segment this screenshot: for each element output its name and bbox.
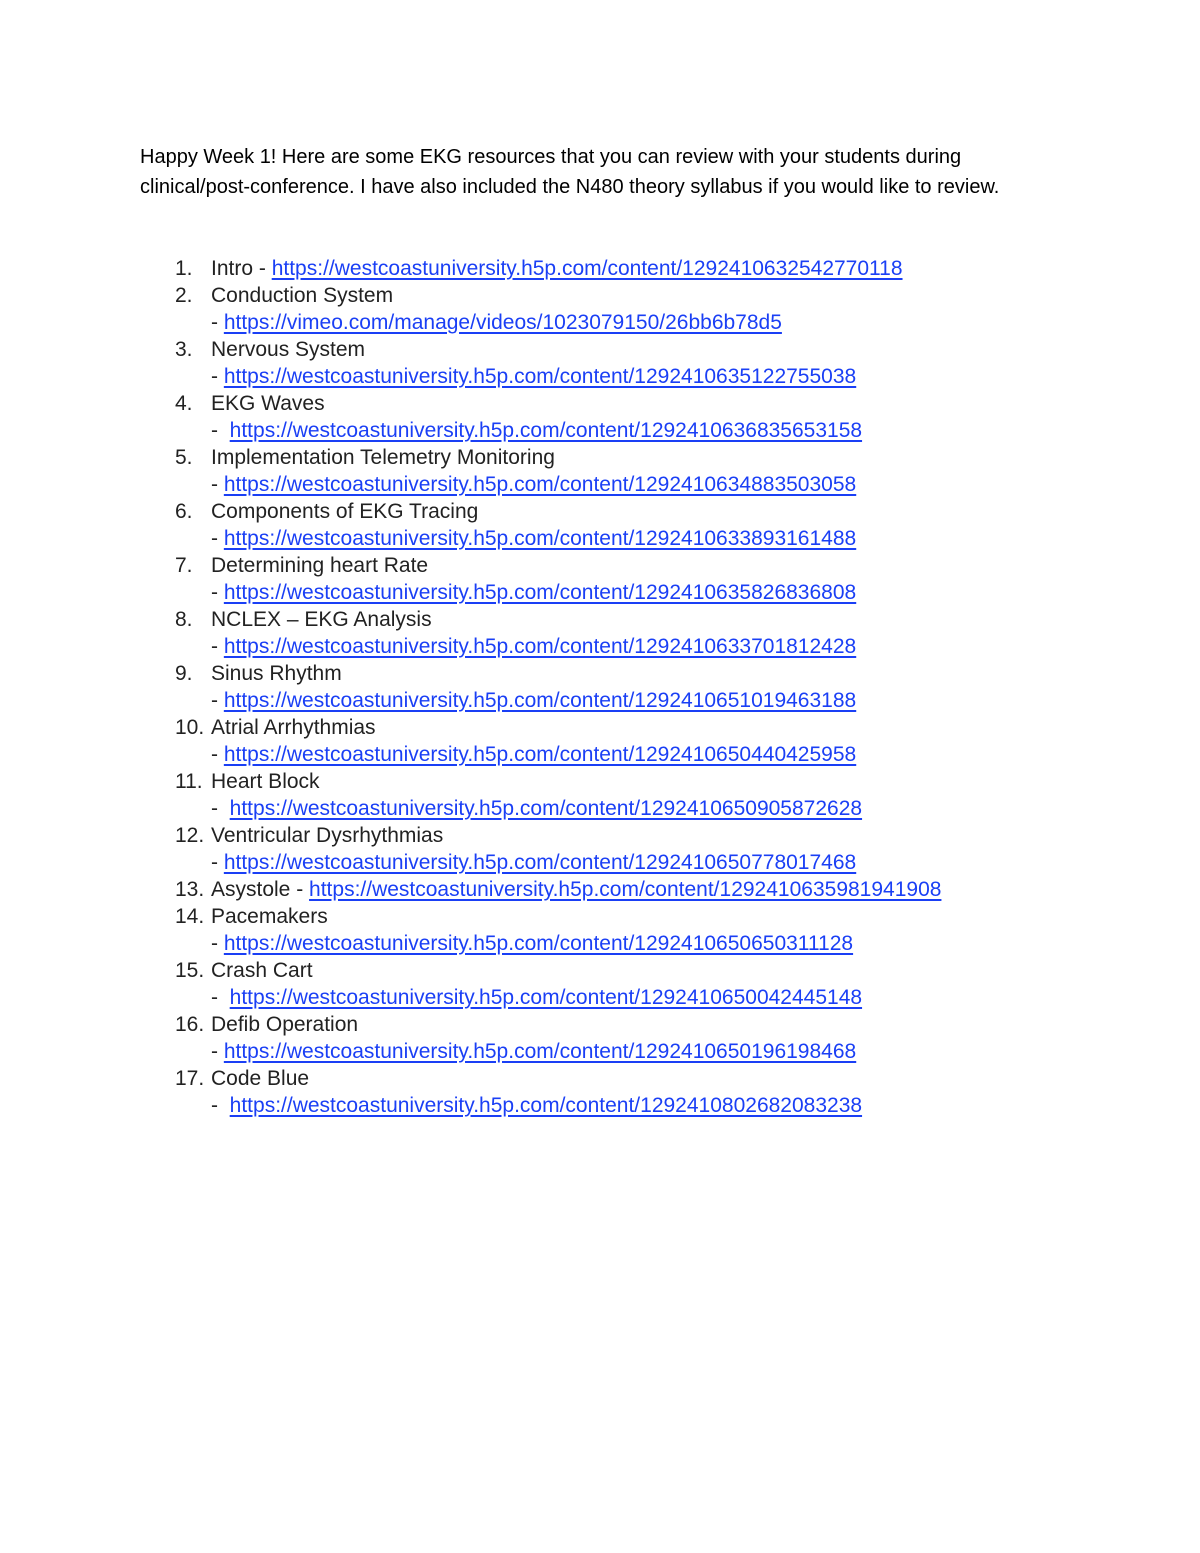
item-separator: - bbox=[211, 1040, 224, 1063]
list-number: 1. bbox=[175, 257, 193, 280]
item-separator: - bbox=[211, 743, 224, 766]
intro-paragraph: Happy Week 1! Here are some EKG resources that you can review with your students during clinical/post-conference. I have also included the N480 theory syllabus if you would like to review. bbox=[140, 146, 1000, 198]
list-item bbox=[140, 768, 1100, 822]
item-separator: - bbox=[211, 1094, 230, 1117]
item-title-line bbox=[211, 606, 1100, 633]
item-separator: - bbox=[211, 527, 224, 550]
list-number: 10. bbox=[175, 716, 205, 739]
resource-link[interactable]: https://westcoastuniversity.h5p.com/content/1292410650905872628 bbox=[229, 797, 863, 820]
item-title: Code Blue bbox=[211, 1067, 310, 1090]
resource-link[interactable]: https://vimeo.com/manage/videos/1023079150/26bb6b78d5 bbox=[223, 311, 782, 334]
item-title-line bbox=[211, 822, 1100, 849]
item-title-line bbox=[211, 768, 1100, 795]
item-title: Intro bbox=[211, 257, 254, 280]
item-title: NCLEX – EKG Analysis bbox=[211, 608, 432, 631]
list-number: 9. bbox=[175, 662, 193, 685]
item-title: Nervous System bbox=[211, 338, 366, 361]
item-separator: - bbox=[211, 851, 224, 874]
resource-link[interactable]: https://westcoastuniversity.h5p.com/content/1292410650042445148 bbox=[229, 986, 863, 1009]
item-link-line bbox=[211, 417, 1100, 444]
item-separator: - bbox=[211, 689, 224, 712]
list-number: 2. bbox=[175, 284, 193, 307]
item-title: Heart Block bbox=[211, 770, 320, 793]
item-title: Determining heart Rate bbox=[211, 554, 429, 577]
item-separator: - bbox=[211, 419, 230, 442]
item-title-line bbox=[211, 255, 1100, 282]
item-separator: - bbox=[253, 257, 272, 280]
item-title: Ventricular Dysrhythmias bbox=[211, 824, 444, 847]
item-link-line bbox=[211, 579, 1100, 606]
item-link-line bbox=[211, 984, 1100, 1011]
list-number: 7. bbox=[175, 554, 193, 577]
list-number: 15. bbox=[175, 959, 205, 982]
item-separator: - bbox=[211, 365, 224, 388]
resource-link[interactable]: https://westcoastuniversity.h5p.com/content/1292410802682083238 bbox=[229, 1094, 863, 1117]
item-separator: - bbox=[211, 473, 224, 496]
item-title: Pacemakers bbox=[211, 905, 328, 928]
item-title: Implementation Telemetry Monitoring bbox=[211, 446, 555, 469]
resource-link[interactable]: https://westcoastuniversity.h5p.com/content/1292410632542770118 bbox=[271, 257, 903, 280]
list-item bbox=[140, 336, 1100, 390]
list-item bbox=[140, 903, 1100, 957]
item-title-line bbox=[211, 552, 1100, 579]
item-title: Asystole bbox=[211, 878, 291, 901]
item-link-line bbox=[211, 309, 1100, 336]
item-link-line bbox=[211, 525, 1100, 552]
list-item bbox=[140, 1065, 1100, 1119]
resource-link[interactable]: https://westcoastuniversity.h5p.com/content/1292410633893161488 bbox=[223, 527, 857, 550]
list-item bbox=[140, 957, 1100, 1011]
list-number: 4. bbox=[175, 392, 193, 415]
item-title-line bbox=[211, 444, 1100, 471]
list-item bbox=[140, 660, 1100, 714]
list-item bbox=[140, 1011, 1100, 1065]
list-number: 5. bbox=[175, 446, 193, 469]
item-separator: - bbox=[211, 581, 224, 604]
item-title-line bbox=[211, 660, 1100, 687]
item-separator: - bbox=[211, 311, 224, 334]
item-link-line bbox=[211, 849, 1100, 876]
resource-link[interactable]: https://westcoastuniversity.h5p.com/content/1292410650650311128 bbox=[223, 932, 854, 955]
resource-link[interactable]: https://westcoastuniversity.h5p.com/content/1292410634883503058 bbox=[223, 473, 857, 496]
item-title-line bbox=[211, 1011, 1100, 1038]
list-item bbox=[140, 390, 1100, 444]
resource-link[interactable]: https://westcoastuniversity.h5p.com/content/1292410635826836808 bbox=[223, 581, 857, 604]
list-number: 3. bbox=[175, 338, 193, 361]
item-link-line bbox=[211, 633, 1100, 660]
resource-link[interactable]: https://westcoastuniversity.h5p.com/content/1292410650778017468 bbox=[223, 851, 857, 874]
item-title-line bbox=[211, 876, 1100, 903]
item-link-line bbox=[211, 930, 1100, 957]
resource-link[interactable]: https://westcoastuniversity.h5p.com/content/1292410635981941908 bbox=[309, 878, 942, 901]
list-item bbox=[140, 282, 1100, 336]
item-title-line bbox=[211, 1065, 1100, 1092]
resource-link[interactable]: https://westcoastuniversity.h5p.com/content/1292410650196198468 bbox=[223, 1040, 857, 1063]
item-separator: - bbox=[290, 878, 310, 901]
resource-link[interactable]: https://westcoastuniversity.h5p.com/content/1292410651019463188 bbox=[223, 689, 857, 712]
item-title: EKG Waves bbox=[211, 392, 325, 415]
resource-link[interactable]: https://westcoastuniversity.h5p.com/content/1292410635122755038 bbox=[223, 365, 857, 388]
list-number: 12. bbox=[175, 824, 205, 847]
item-title-line bbox=[211, 336, 1100, 363]
list-item bbox=[140, 714, 1100, 768]
list-number: 8. bbox=[175, 608, 193, 631]
list-item bbox=[140, 498, 1100, 552]
item-link-line bbox=[211, 471, 1100, 498]
item-title-line bbox=[211, 714, 1100, 741]
list-item bbox=[140, 552, 1100, 606]
list-number: 14. bbox=[175, 905, 205, 928]
list-number: 6. bbox=[175, 500, 193, 523]
item-link-line bbox=[211, 795, 1100, 822]
item-title: Conduction System bbox=[211, 284, 394, 307]
resource-link[interactable]: https://westcoastuniversity.h5p.com/content/1292410650440425958 bbox=[223, 743, 857, 766]
item-link-line bbox=[211, 687, 1100, 714]
list-item bbox=[140, 255, 1100, 282]
list-number: 13. bbox=[175, 878, 205, 901]
item-title-line bbox=[211, 498, 1100, 525]
item-title-line bbox=[211, 903, 1100, 930]
item-title: Sinus Rhythm bbox=[211, 662, 342, 685]
item-separator: - bbox=[211, 932, 224, 955]
item-link-line bbox=[211, 1092, 1100, 1119]
list-item bbox=[140, 876, 1100, 903]
resource-link[interactable]: https://westcoastuniversity.h5p.com/content/1292410636835653158 bbox=[229, 419, 863, 442]
item-separator: - bbox=[211, 797, 230, 820]
list-number: 17. bbox=[175, 1067, 205, 1090]
item-separator: - bbox=[211, 635, 224, 658]
item-title: Components of EKG Tracing bbox=[211, 500, 479, 523]
item-link-line bbox=[211, 1038, 1100, 1065]
list-number: 11. bbox=[175, 770, 203, 793]
item-title-line bbox=[211, 957, 1100, 984]
resource-list bbox=[140, 255, 1100, 1119]
item-title: Atrial Arrhythmias bbox=[211, 716, 376, 739]
item-title-line bbox=[211, 282, 1100, 309]
list-item bbox=[140, 444, 1100, 498]
item-link-line bbox=[211, 741, 1100, 768]
item-separator: - bbox=[211, 986, 230, 1009]
item-link-line bbox=[211, 363, 1100, 390]
item-title-line bbox=[211, 390, 1100, 417]
resource-link[interactable]: https://westcoastuniversity.h5p.com/content/1292410633701812428 bbox=[223, 635, 857, 658]
item-title: Defib Operation bbox=[211, 1013, 359, 1036]
list-item bbox=[140, 606, 1100, 660]
list-item bbox=[140, 822, 1100, 876]
list-number: 16. bbox=[175, 1013, 205, 1036]
item-title: Crash Cart bbox=[211, 959, 313, 982]
